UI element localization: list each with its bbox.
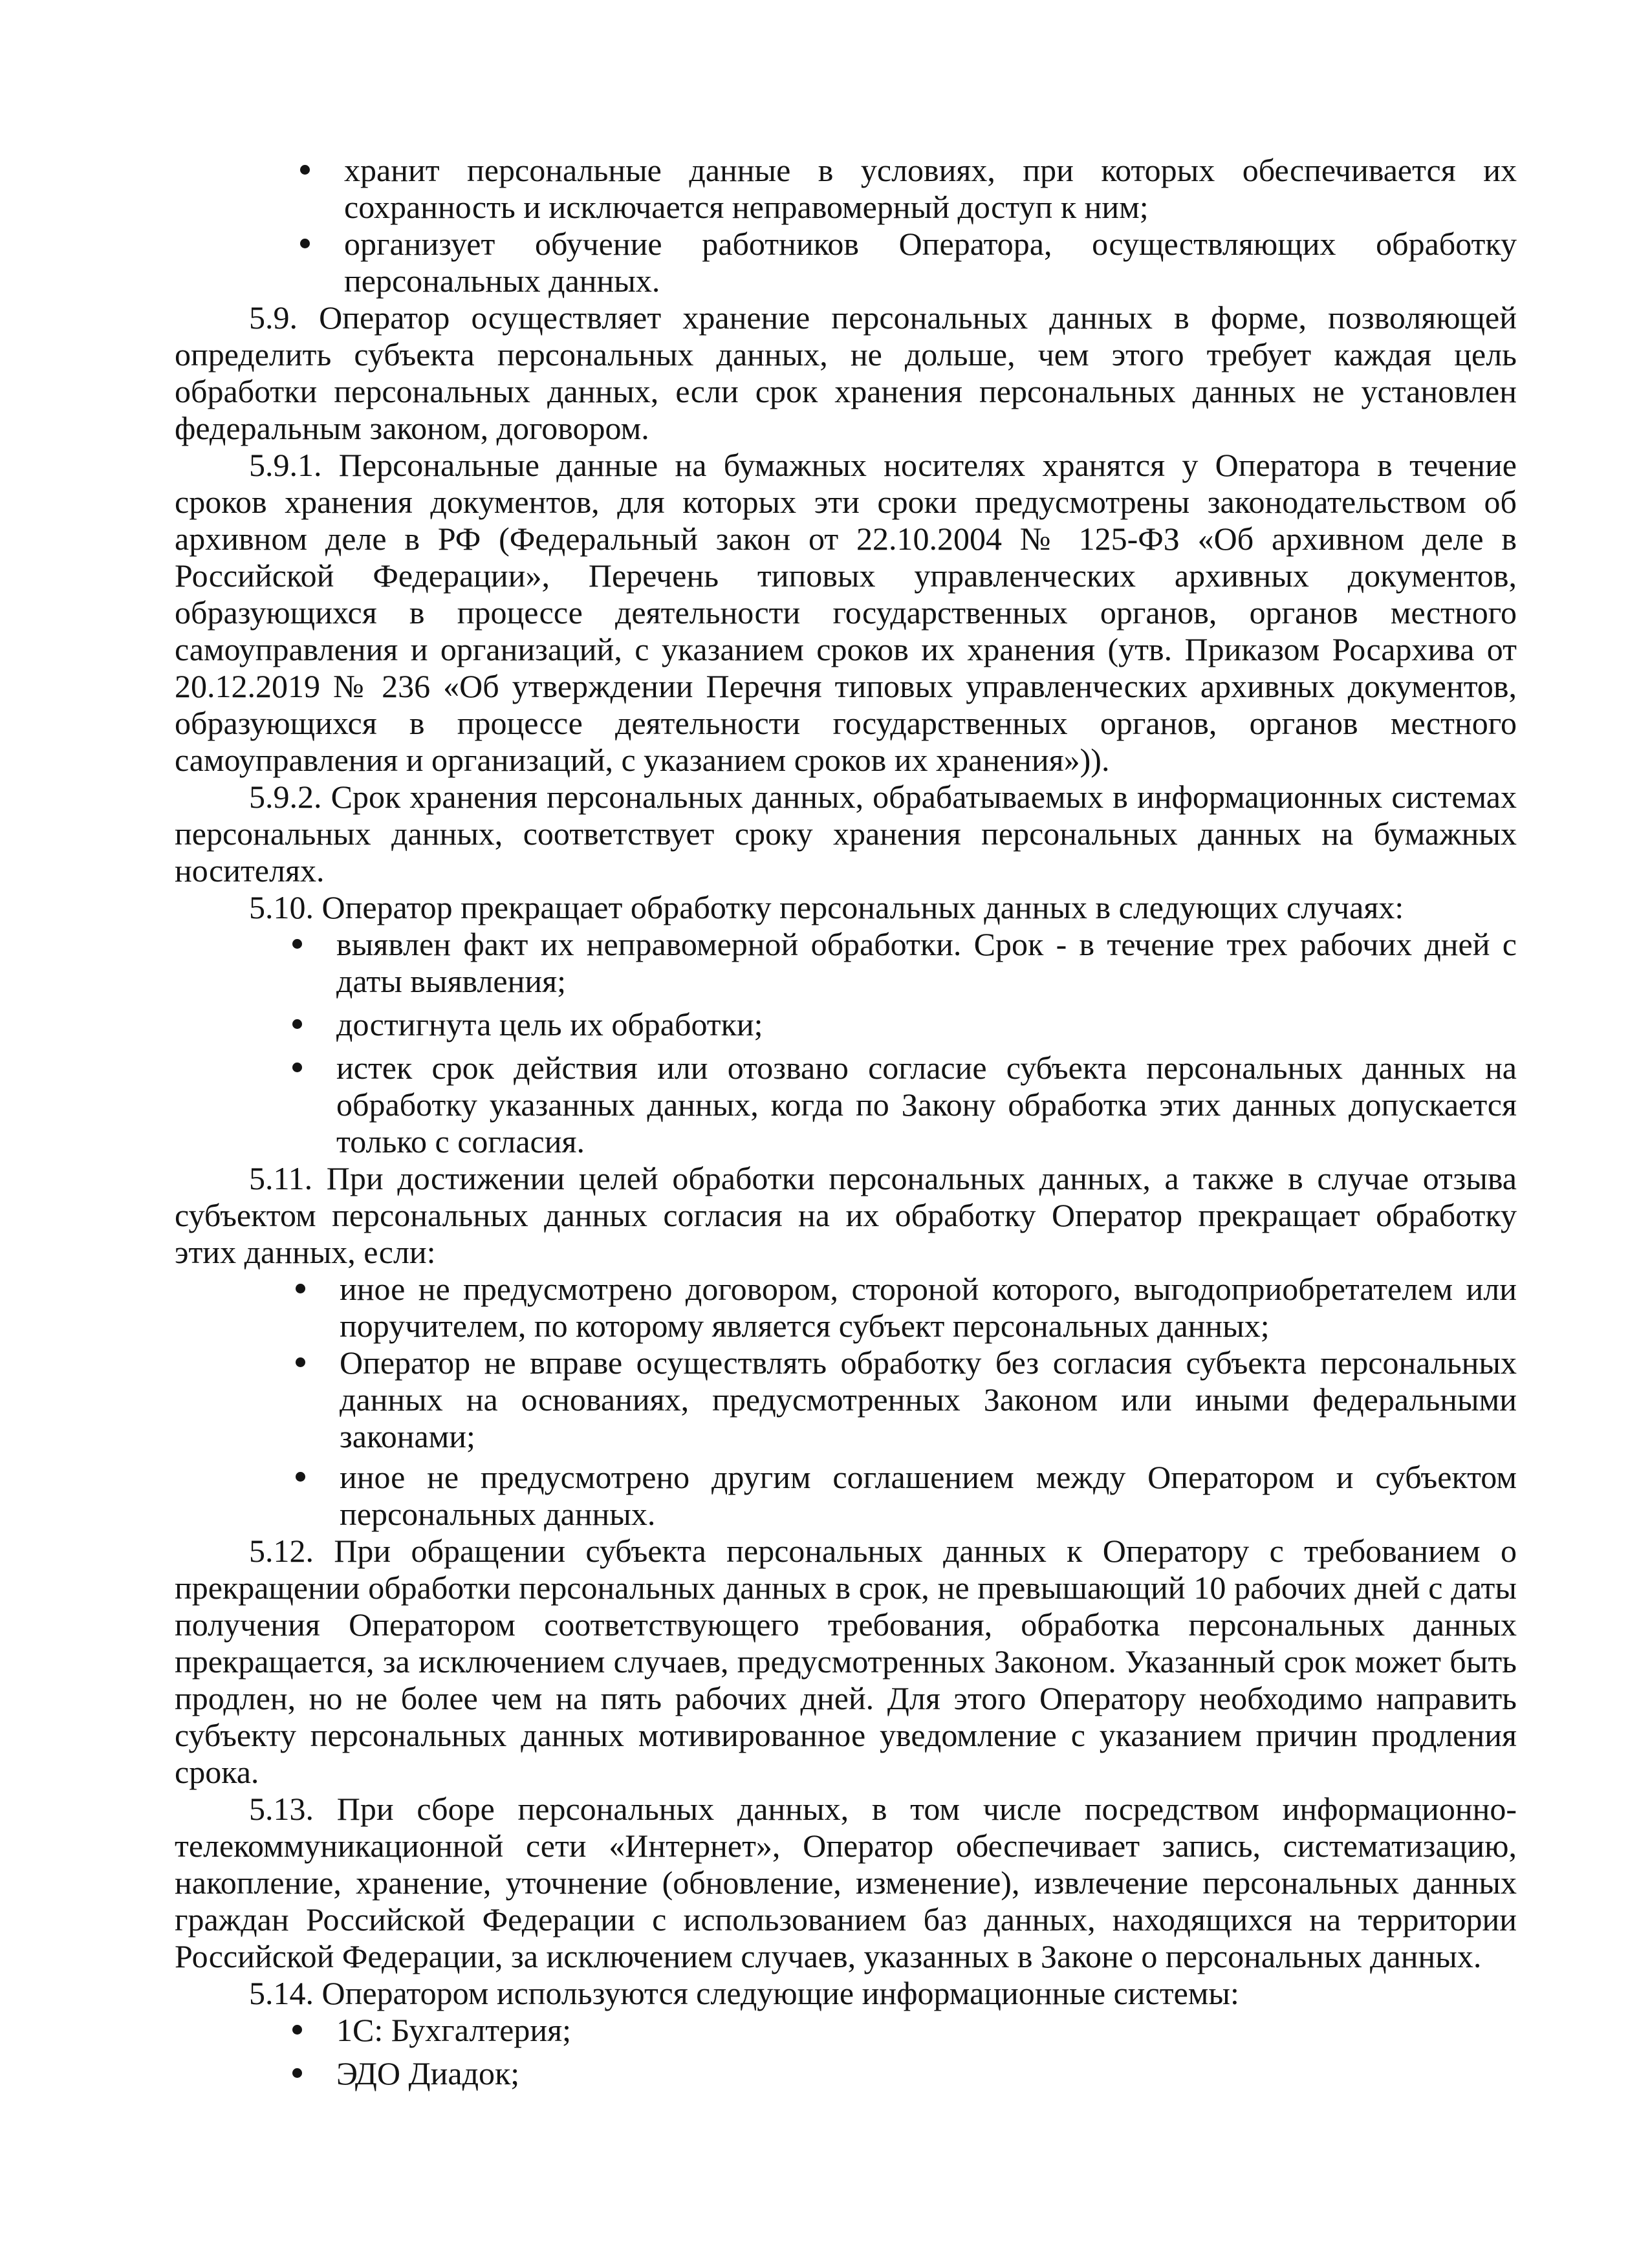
document-body — [175, 152, 1517, 2092]
bullet-list-5-14 — [175, 2012, 1517, 2092]
list-item: истек срок действия или отозвано согласие субъекта персональных данных на обработку указанных данных, когда по Закону обработка этих данных допускается только с согласия. — [336, 1050, 1517, 1160]
bullet-list-5-11 — [175, 1271, 1517, 1533]
paragraph-5-9-1: 5.9.1. Персональные данные на бумажных носителях хранятся у Оператора в течение сроков хранения документов, для которых эти сроки предусмотрены законодательством об архивном деле в РФ (Федеральный закон от 22.10.2004 № 125-ФЗ «Об архивном деле в Российской Федерации», Перечень типовых управленческих архивных документов, образующихся в процессе деятельности государственных органов, органов местного самоуправления и организаций, с указанием сроков их хранения (утв. Приказом Росархива от 20.12.2019 № 236 «Об утверждении Перечня типовых управленческих архивных документов, образующихся в процессе деятельности государственных органов, органов местного самоуправления и организаций, с указанием сроков их хранения»)). — [175, 447, 1517, 778]
paragraph-5-14: 5.14. Оператором используются следующие информационные системы: — [249, 1975, 1239, 2011]
bullet-list-storage — [175, 152, 1517, 299]
list-item: ЭДО Диадок; — [336, 2055, 1517, 2092]
list-item: Оператор не вправе осуществлять обработку без согласия субъекта персональных данных на основаниях, предусмотренных Законом или иными федеральными законами; — [340, 1345, 1517, 1454]
list-item: хранит персональные данные в условиях, при которых обеспечивается их сохранность и исключается неправомерный доступ к ним; — [344, 152, 1517, 225]
bullet-list-5-10 — [175, 926, 1517, 1160]
list-item: иное не предусмотрено другим соглашением между Оператором и субъектом персональных данных. — [340, 1459, 1517, 1532]
paragraph-5-11: 5.11. При достижении целей обработки персональных данных, а также в случае отзыва субъектом персональных данных согласия на их обработку Оператор прекращает обработку этих данных, если: — [175, 1160, 1517, 1270]
paragraph-5-10: 5.10. Оператор прекращает обработку персональных данных в следующих случаях: — [249, 889, 1404, 925]
list-item: 1С: Бухгалтерия; — [336, 2012, 1517, 2049]
list-item: выявлен факт их неправомерной обработки. Срок - в течение трех рабочих дней с даты выявления; — [336, 926, 1517, 999]
paragraph-5-9: 5.9. Оператор осуществляет хранение персональных данных в форме, позволяющей определить субъекта персональных данных, не дольше, чем этого требует каждая цель обработки персональных данных, если срок хранения персональных данных не установлен федеральным законом, договором. — [175, 299, 1517, 446]
list-item: иное не предусмотрено договором, стороной которого, выгодоприобретателем или поручителем, по которому является субъект персональных данных; — [340, 1271, 1517, 1344]
list-item: организует обучение работников Оператора, осуществляющих обработку персональных данных. — [344, 226, 1517, 299]
paragraph-5-13: 5.13. При сборе персональных данных, в том числе посредством информационно-телекоммуникационной сети «Интернет», Оператор обеспечивает запись, систематизацию, накопление, хранение, уточнение (обновление, изменение), извлечение персональных данных граждан Российской Федерации с использованием баз данных, находящихся на территории Российской Федерации, за исключением случаев, указанных в Законе о персональных данных. — [175, 1791, 1517, 1974]
paragraph-5-12: 5.12. При обращении субъекта персональных данных к Оператору с требованием о прекращении обработки персональных данных в срок, не превышающий 10 рабочих дней с даты получения Оператором соответствующего требования, обработка персональных данных прекращается, за исключением случаев, предусмотренных Законом. Указанный срок может быть продлен, но не более чем на пять рабочих дней. Для этого Оператору необходимо направить субъекту персональных данных мотивированное уведомление с указанием причин продления срока. — [175, 1533, 1517, 1790]
paragraph-5-9-2: 5.9.2. Срок хранения персональных данных, обрабатываемых в информационных системах персональных данных, соответствует сроку хранения персональных данных на бумажных носителях. — [175, 779, 1517, 889]
list-item: достигнута цель их обработки; — [336, 1006, 1517, 1043]
